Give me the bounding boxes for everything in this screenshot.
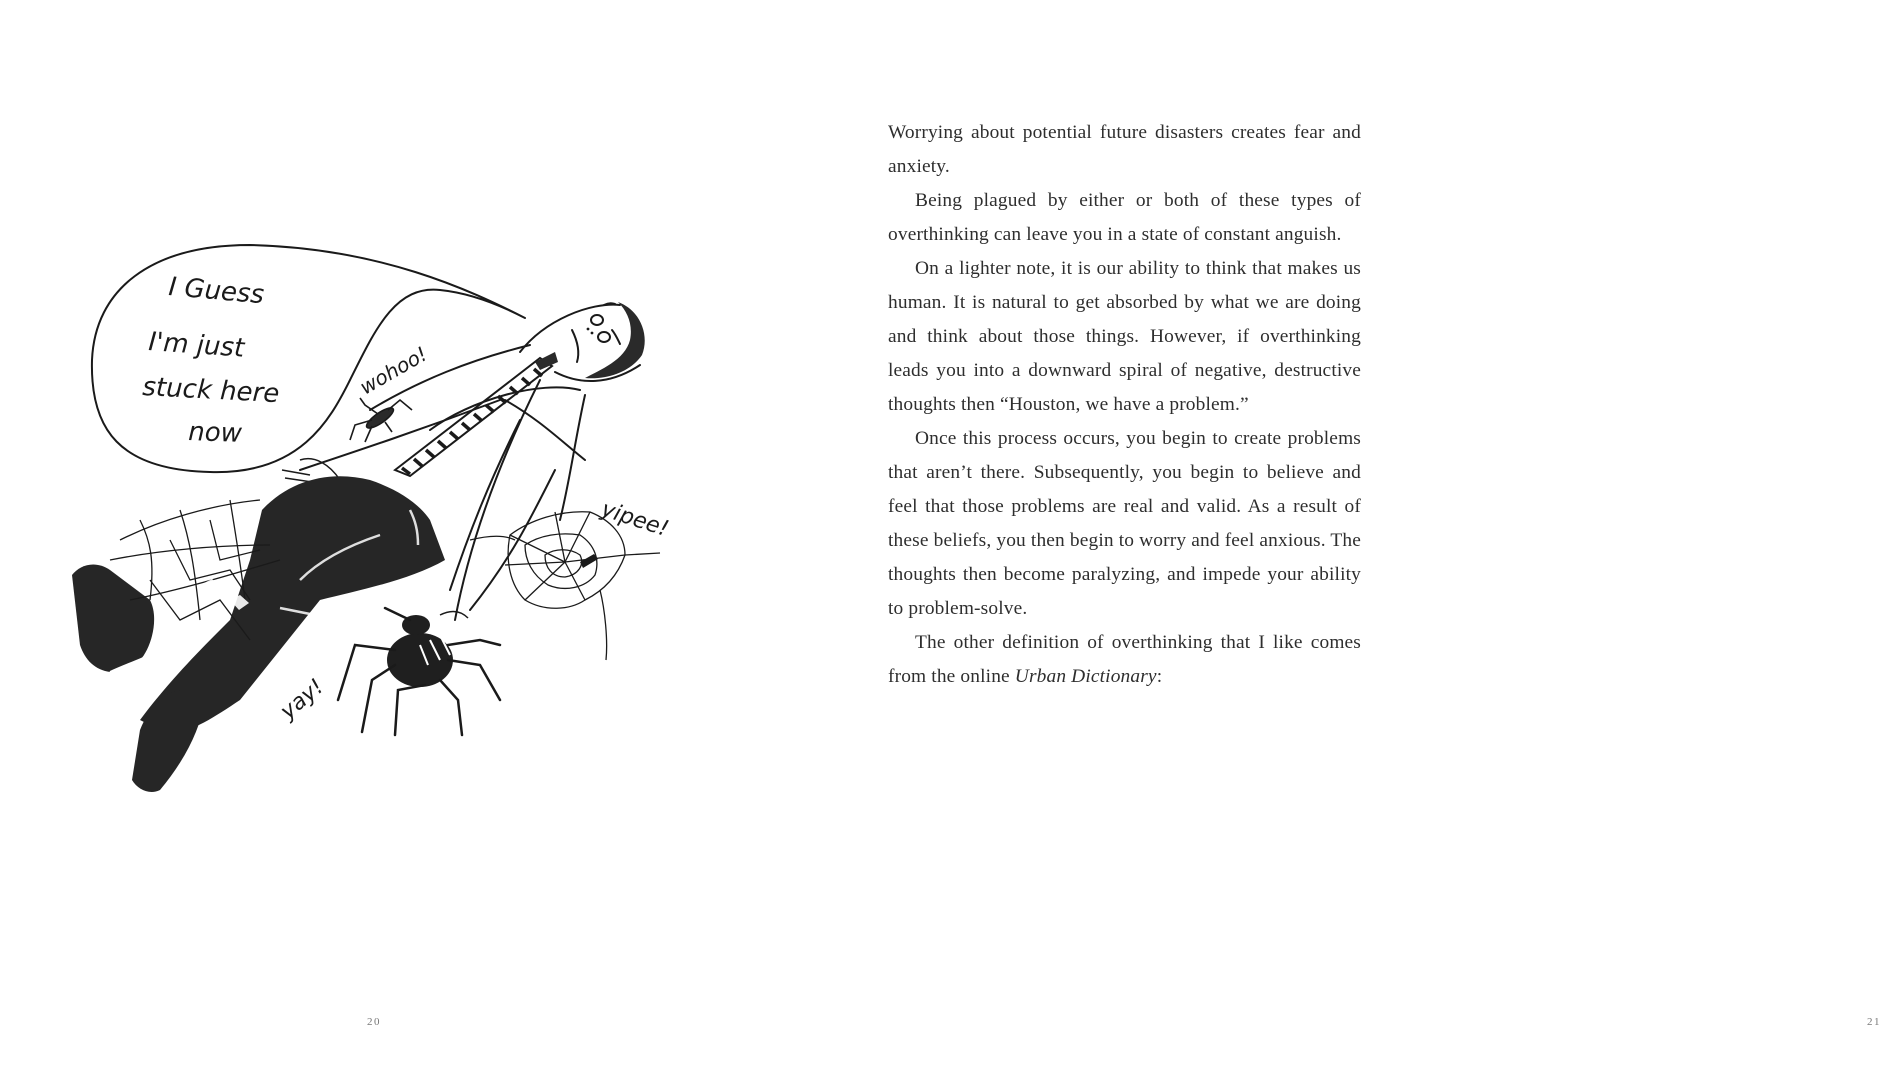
- illustration-man-stuck-in-webs: [60, 215, 700, 815]
- paragraph-5-colon: :: [1156, 666, 1163, 687]
- page-number-right: 21: [1867, 1016, 1881, 1028]
- speech-line-1: I Guess: [167, 272, 266, 311]
- urban-dictionary-title: Urban Dictionary: [1014, 666, 1157, 687]
- paragraph-4: Once this process occurs, you begin to create problems that aren’t there. Subsequently, you begin to believe and feel that those problems are real and valid. As a result of these beliefs, you then begin to worry and feel anxious. The thoughts then become paralyzing, and impede your ability to problem-solve.: [888, 428, 1361, 619]
- big-spider-icon: [338, 608, 500, 735]
- boot-icon: [132, 690, 205, 792]
- speech-line-4: now: [187, 417, 243, 449]
- left-page: [0, 0, 750, 1091]
- page-number-left: 20: [367, 1016, 381, 1028]
- paragraph-3: On a lighter note, it is our ability to think that makes us human. It is natural to get absorbed by what we are doing and think about those things. However, if overthinking leads you into a downward spiral of negative, destructive thoughts then “Houston, we have a problem.”: [888, 258, 1361, 415]
- paragraph-5: [888, 626, 1361, 694]
- speech-line-2: I'm just: [147, 327, 246, 364]
- paragraph-2: Being plagued by either or both of these types of overthinking can leave you in a state of constant anguish.: [888, 190, 1361, 245]
- paragraph-5-text: The other definition of overthinking that I like comes from the online: [888, 632, 1361, 687]
- speech-bubble-text: [142, 272, 280, 449]
- exclamation-yipee: yipee!: [598, 496, 672, 543]
- paragraph-1: Worrying about potential future disasters creates fear and anxiety.: [888, 122, 1361, 177]
- web-spider-icon: [580, 554, 598, 568]
- striped-tie-icon: [395, 352, 558, 476]
- exclamation-yay: yay!: [275, 674, 329, 725]
- body-text: [888, 116, 1361, 694]
- illustration-drawing: [60, 215, 700, 815]
- exclamation-wohoo: wohoo!: [355, 341, 432, 400]
- spider-web-icon: [470, 512, 660, 660]
- speech-line-3: stuck here: [141, 372, 281, 410]
